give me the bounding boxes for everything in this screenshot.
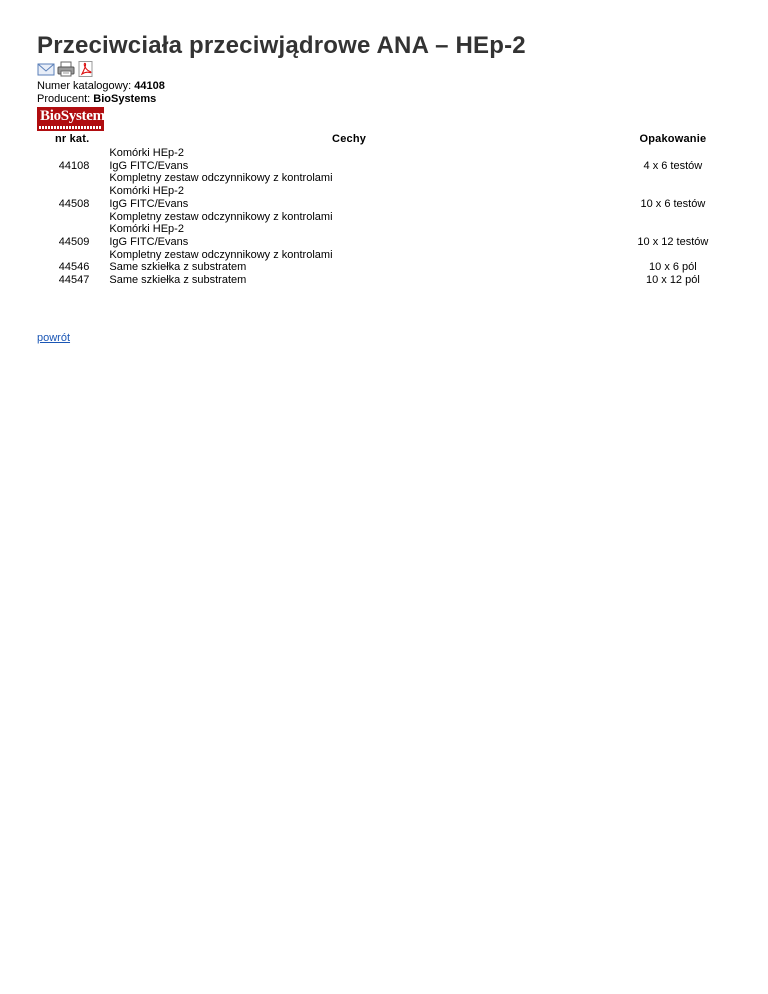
cell-features — [89, 147, 608, 185]
cell-features — [89, 274, 608, 287]
header-opakowanie: Opakowanie — [639, 133, 707, 145]
biosystems-logo — [37, 107, 111, 131]
table-row — [37, 147, 737, 185]
table-row — [37, 261, 737, 274]
cell-pack: 4 x 6 testów — [643, 159, 703, 172]
email-icon[interactable] — [37, 61, 54, 77]
cell-pack: 10 x 12 pól — [645, 274, 700, 287]
feature-line: IgG FITC/Evans — [109, 197, 189, 210]
cell-nr: 44547 — [58, 274, 90, 287]
producer: Producent: BioSystems — [37, 93, 157, 105]
product-page — [37, 32, 737, 287]
logo-bar — [39, 126, 102, 129]
header-cechy: Cechy — [332, 133, 367, 145]
logo-text: BioSystems — [40, 108, 111, 124]
feature-line: Kompletny zestaw odczynnikowy z kontrolami — [109, 248, 333, 261]
feature-line: Kompletny zestaw odczynnikowy z kontrolami — [109, 210, 333, 223]
cell-pack: 10 x 6 pól — [649, 261, 697, 274]
table-header-row — [37, 131, 737, 147]
catalog-number: Numer katalogowy: 44108 — [37, 80, 165, 92]
cell-pack: 10 x 6 testów — [640, 197, 706, 210]
table-row — [37, 274, 737, 287]
cell-nr: 44546 — [58, 261, 90, 274]
cell-features — [89, 261, 608, 274]
feature-line: Same szkiełka z substratem — [109, 261, 247, 274]
feature-line: IgG FITC/Evans — [109, 159, 189, 172]
cell-nr: 44509 — [58, 235, 90, 248]
table-row — [37, 185, 737, 223]
cell-features — [89, 185, 608, 223]
table-row — [37, 223, 737, 261]
feature-line: IgG FITC/Evans — [109, 235, 189, 248]
cell-features — [89, 223, 608, 261]
header-nr: nr kat. — [54, 133, 90, 145]
page-title: Przeciwciała przeciwjądrowe ANA – HEp-2 — [37, 32, 526, 59]
feature-line: Komórki HEp-2 — [109, 185, 184, 198]
cell-pack: 10 x 12 testów — [637, 235, 709, 248]
action-icons — [37, 60, 737, 78]
feature-line: Komórki HEp-2 — [109, 223, 184, 236]
product-table — [37, 131, 737, 287]
cell-nr: 44508 — [58, 197, 90, 210]
feature-line: Same szkiełka z substratem — [109, 274, 247, 287]
pdf-icon[interactable] — [77, 61, 94, 77]
product-meta — [37, 80, 737, 106]
cell-nr: 44108 — [58, 159, 90, 172]
feature-line: Kompletny zestaw odczynnikowy z kontrolami — [109, 172, 333, 185]
back-link[interactable]: powrót — [37, 332, 71, 344]
print-icon[interactable] — [57, 61, 74, 77]
feature-line: Komórki HEp-2 — [109, 147, 184, 159]
